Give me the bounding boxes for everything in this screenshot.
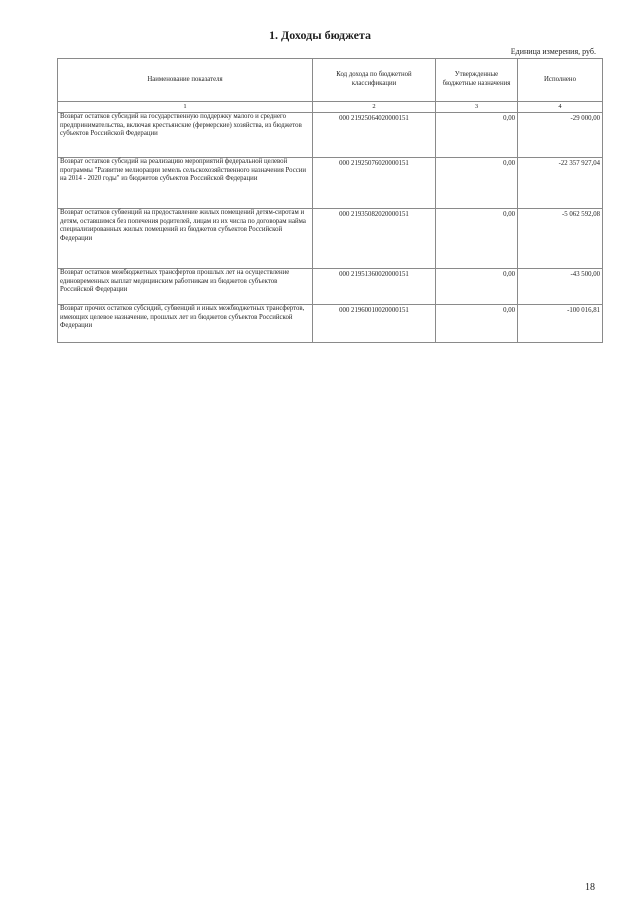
row-executed: -29 000,00: [518, 113, 603, 158]
revenue-table: [57, 58, 603, 343]
page-number: 18: [585, 882, 595, 893]
row-name: Возврат остатков субсидий на государственную поддержку малого и среднего предпринимательства, включая крестьянские (фермерские) хозяйства, из бюджетов субъектов Российской Федерации: [58, 113, 313, 158]
header-executed: Исполнено: [518, 59, 603, 102]
row-name: Возврат прочих остатков субсидий, субвенций и иных межбюджетных трансфертов, имеющих целевое назначение, прошлых лет из бюджетов субъектов Российской Федерации: [58, 305, 313, 343]
row-executed: -22 357 927,04: [518, 158, 603, 209]
row-approved: 0,00: [436, 113, 518, 158]
row-approved: 0,00: [436, 158, 518, 209]
row-executed: -43 500,00: [518, 269, 603, 305]
row-code: 000 21935082020000151: [313, 209, 436, 269]
table-row: [58, 269, 603, 305]
row-name: Возврат остатков субвенций на предоставление жилых помещений детям-сиротам и детям, оставшимся без попечения родителей, лицам из их числа по договорам найма специализированных жилых помещений из бюджетов субъектов Российской Федерации: [58, 209, 313, 269]
row-approved: 0,00: [436, 305, 518, 343]
page-title: 1. Доходы бюджета: [268, 28, 372, 42]
row-code: 000 21960010020000151: [313, 305, 436, 343]
table-header-row: [58, 59, 603, 102]
column-number-row: [58, 102, 603, 113]
column-number: 1: [58, 102, 313, 113]
row-name: Возврат остатков межбюджетных трансфертов прошлых лет на осуществление единовременных выплат медицинским работникам из бюджетов субъектов Российской Федерации: [58, 269, 313, 305]
row-name: Возврат остатков субсидий на реализацию мероприятий федеральной целевой программы "Развитие мелиорации земель сельскохозяйственного назначения России на 2014 - 2020 годы" из бюджетов субъектов Российской Федерации: [58, 158, 313, 209]
unit-label: Единица измерения, руб.: [510, 47, 596, 56]
table-row: [58, 113, 603, 158]
column-number: 2: [313, 102, 436, 113]
row-executed: -5 062 592,08: [518, 209, 603, 269]
header-revenue-code: Код дохода по бюджетной классификации: [313, 59, 436, 102]
row-approved: 0,00: [436, 209, 518, 269]
row-executed: -100 016,81: [518, 305, 603, 343]
header-approved: Утвержденные бюджетные назначения: [436, 59, 518, 102]
row-code: 000 21951360020000151: [313, 269, 436, 305]
row-approved: 0,00: [436, 269, 518, 305]
row-code: 000 21925064020000151: [313, 113, 436, 158]
table-row: [58, 209, 603, 269]
table-row: [58, 158, 603, 209]
header-indicator-name: Наименование показателя: [58, 59, 313, 102]
row-code: 000 21925076020000151: [313, 158, 436, 209]
column-number: 4: [518, 102, 603, 113]
table-row: [58, 305, 603, 343]
column-number: 3: [436, 102, 518, 113]
